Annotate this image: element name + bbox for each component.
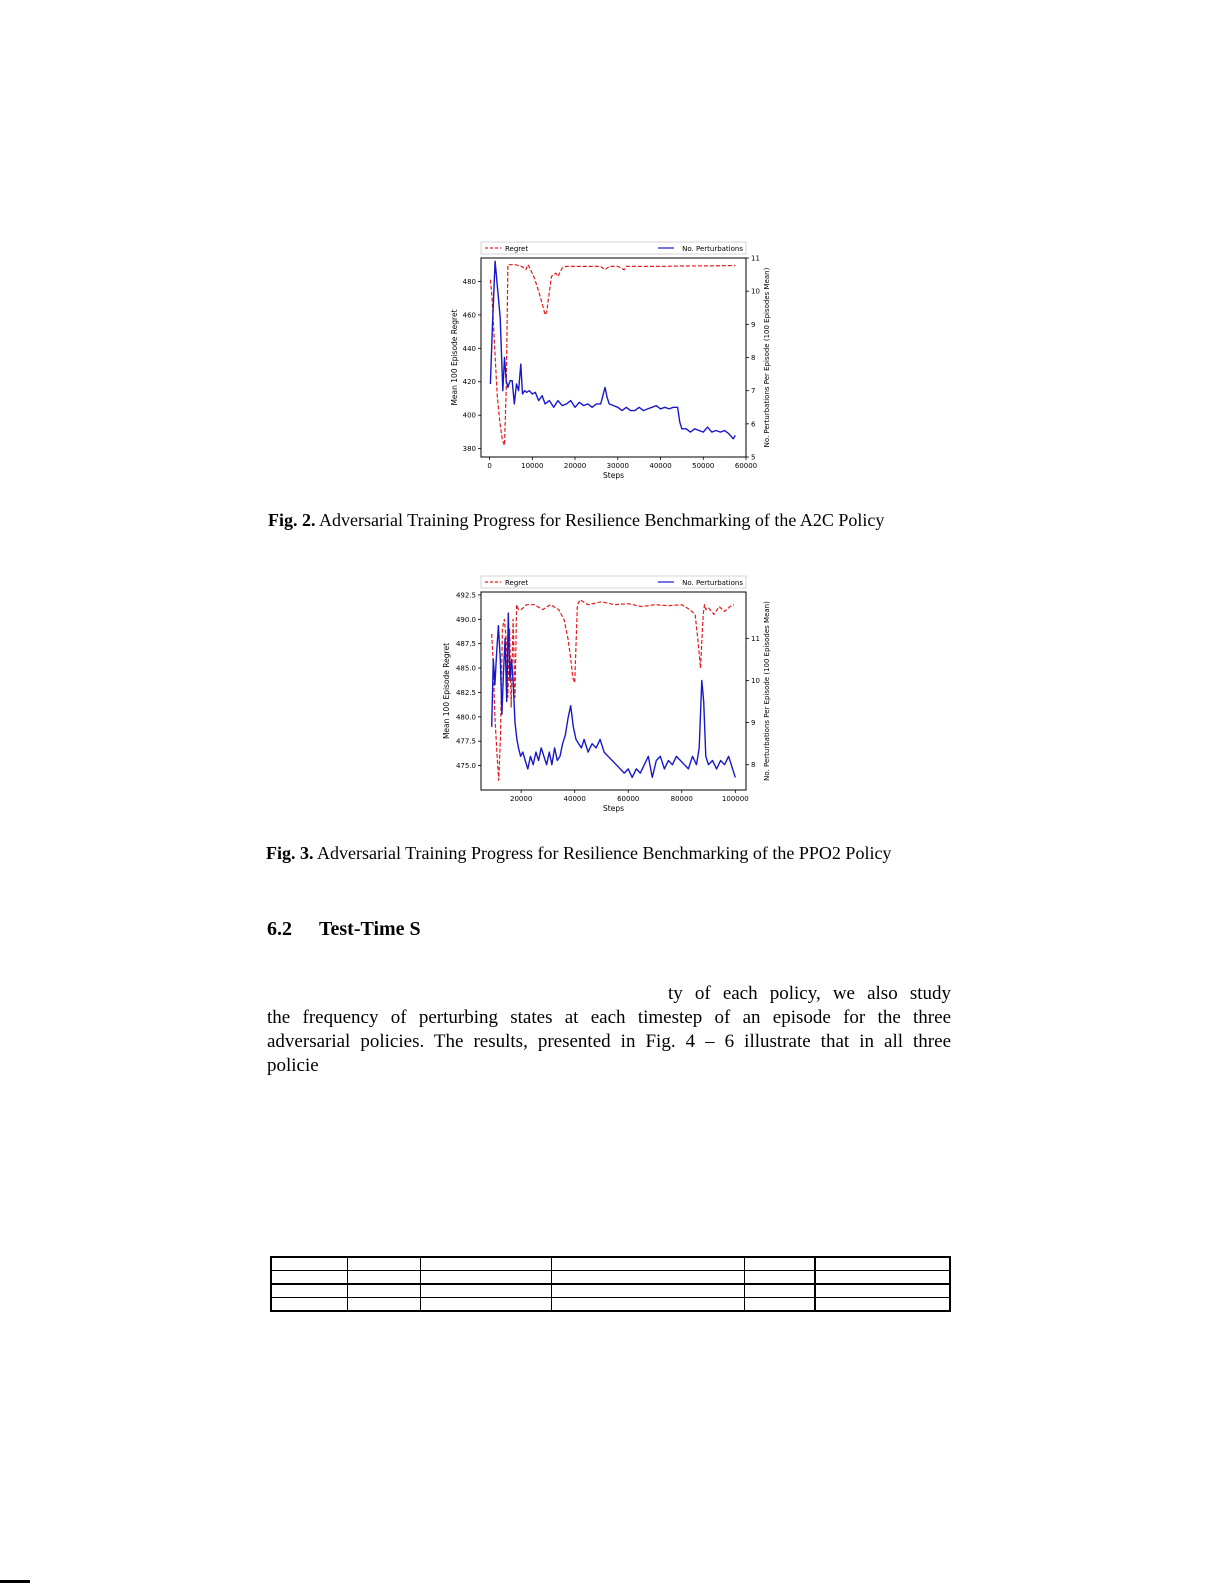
y-tick-label: 440 (462, 344, 476, 353)
y-tick-label: 460 (462, 311, 476, 320)
figure-3-chart (430, 570, 810, 820)
figure-2-chart (440, 235, 810, 485)
table-cell (815, 1257, 950, 1271)
table-row (271, 1298, 950, 1312)
table-cell (744, 1284, 815, 1298)
table-cell (271, 1271, 348, 1285)
table-cell (420, 1284, 551, 1298)
y-tick-label: 380 (462, 445, 476, 454)
x-tick-label: 60000 (617, 795, 640, 803)
table-cell (551, 1298, 744, 1312)
figure-3-caption (266, 843, 956, 864)
table-cell (744, 1298, 815, 1312)
legend-perturbations-label: No. Perturbations (682, 245, 743, 253)
y-tick-label: 475.0 (455, 762, 476, 771)
x-tick-label: 40000 (649, 462, 672, 470)
y2-tick-label: 7 (751, 387, 756, 396)
figure-2-caption (268, 510, 958, 531)
table-cell (271, 1298, 348, 1312)
x-axis-label: Steps (603, 471, 624, 480)
x-tick-label: 20000 (563, 462, 587, 470)
table-cell (420, 1271, 551, 1285)
x-tick-label: 80000 (670, 795, 693, 803)
results-table (270, 1256, 951, 1312)
table-cell (348, 1271, 420, 1285)
table-row (271, 1257, 950, 1271)
y2-tick-label: 11 (751, 634, 760, 643)
y-tick-label: 480.0 (455, 713, 476, 722)
table-cell (744, 1257, 815, 1271)
figure-3-caption-text: Adversarial Training Progress for Resilience Benchmarking of the PPO2 Policy (317, 843, 892, 863)
figure-2-label: Fig. 2. (268, 510, 316, 530)
plot-frame (481, 258, 746, 457)
legend-perturbations-label: No. Perturbations (682, 579, 743, 587)
y2-axis-label: No. Perturbations Per Episode (100 Episodes Mean) (763, 601, 771, 781)
table-row (271, 1271, 950, 1285)
y2-tick-label: 9 (751, 320, 756, 329)
y2-tick-label: 8 (751, 354, 756, 362)
figure-2-caption-text: Adversarial Training Progress for Resilience Benchmarking of the A2C Policy (319, 510, 885, 530)
y-tick-label: 492.5 (455, 591, 476, 600)
figure-3-label: Fig. 3. (266, 843, 314, 863)
y2-tick-label: 11 (751, 254, 760, 263)
y2-tick-label: 10 (751, 287, 760, 296)
table-cell (815, 1271, 950, 1285)
y-tick-label: 485.0 (455, 664, 476, 673)
y-tick-label: 490.0 (455, 615, 476, 624)
y2-tick-label: 8 (751, 761, 756, 770)
paragraph-line-1: ty of each policy, we also study (668, 983, 951, 1004)
table-cell (348, 1284, 420, 1298)
section-title: Test-Time S (319, 918, 421, 940)
table-cell (271, 1284, 348, 1298)
table-cell (815, 1298, 950, 1312)
table-cell (551, 1257, 744, 1271)
y2-tick-label: 6 (751, 420, 756, 429)
x-tick-label: 10000 (521, 462, 544, 470)
table-cell (551, 1271, 744, 1285)
page-corner-mark (0, 1580, 30, 1583)
table-cell (815, 1284, 950, 1298)
y2-tick-label: 10 (751, 676, 760, 685)
y-axis-label: Mean 100 Episode Regret (450, 309, 459, 406)
x-tick-label: 40000 (563, 795, 586, 803)
y-axis-label: Mean 100 Episode Regret (442, 642, 451, 740)
table-cell (551, 1284, 744, 1298)
paragraph-line-4: policie (267, 1055, 319, 1076)
table-cell (420, 1257, 551, 1271)
section-number: 6.2 (267, 918, 292, 940)
table-cell (348, 1257, 420, 1271)
y-tick-label: 487.5 (455, 640, 476, 649)
paragraph-line-2: the frequency of perturbing states at each timestep of an episode for the three (267, 1007, 951, 1028)
x-tick-label: 0 (487, 462, 492, 470)
y-tick-label: 420 (462, 378, 476, 387)
legend-regret-label: Regret (505, 245, 529, 253)
x-tick-label: 20000 (510, 795, 533, 803)
perturbations-series-line (490, 261, 735, 439)
x-axis-label: Steps (603, 804, 624, 813)
y-tick-label: 477.5 (455, 737, 476, 746)
table-cell (420, 1298, 551, 1312)
y2-tick-label: 9 (751, 719, 756, 728)
section-heading (267, 918, 421, 941)
paragraph-line-3: adversarial policies. The results, presented in Fig. 4 – 6 illustrate that in all three (267, 1031, 951, 1052)
y2-tick-label: 5 (751, 453, 756, 462)
plot-frame (481, 592, 746, 790)
y-tick-label: 480 (462, 277, 476, 286)
x-tick-label: 50000 (692, 462, 715, 470)
x-tick-label: 100000 (721, 795, 749, 803)
regret-series-line (490, 265, 735, 446)
y-tick-label: 400 (462, 411, 476, 420)
y-tick-label: 482.5 (455, 688, 476, 697)
table-cell (348, 1298, 420, 1312)
x-tick-label: 30000 (606, 462, 629, 470)
y2-axis-label: No. Perturbations Per Episode (100 Episodes Mean) (763, 267, 771, 448)
table-cell (271, 1257, 348, 1271)
perturbations-series-line (492, 613, 736, 777)
table-row (271, 1284, 950, 1298)
x-tick-label: 60000 (734, 462, 758, 470)
table-cell (744, 1271, 815, 1285)
legend-regret-label: Regret (505, 579, 529, 587)
